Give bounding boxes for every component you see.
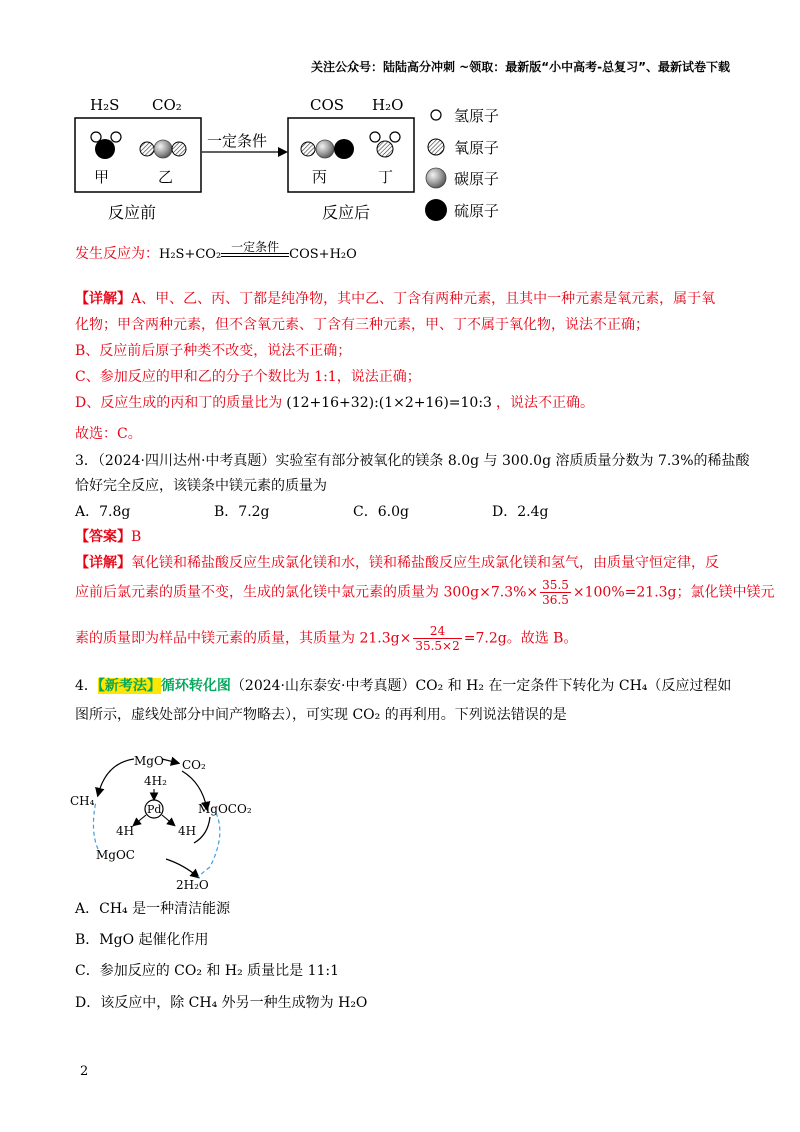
arc-mgo-to-co2 (162, 759, 178, 763)
detail1-answer: 故选：C。 (75, 426, 142, 442)
q4-option-c: C．参加反应的 CO₂ 和 H₂ 质量比是 11:1 (75, 963, 340, 979)
oxygen-atom (301, 142, 315, 156)
cycle-conversion-diagram (70, 755, 290, 895)
hydrogen-atom (370, 132, 380, 142)
legend-sulfur-icon (425, 199, 447, 221)
cycle-4h-right: 4H (178, 824, 197, 838)
cycle-ch4: CH₄ (70, 794, 95, 808)
label-bing: 丙 (312, 168, 328, 186)
reaction-equation (75, 240, 357, 265)
arc-mgoco2-down (194, 817, 210, 843)
label-before: 反应前 (108, 203, 157, 222)
sulfur-atom (334, 139, 354, 159)
q3-detail-line2: 应前后氯元素的质量不变，生成的氯化镁中氯元素的质量为 300g×7.3%× $\frac{35.5}{36.5}$ ×100%=21.3g；氯化镁中镁元 (75, 578, 775, 607)
legend-oxygen: 氧原子 (454, 139, 500, 157)
q3-stem-line2: 恰好完全反应，该镁条中镁元素的质量为 (75, 478, 327, 494)
detail1-line-a2: 化物；甲含两种元素，但不含氧元素、丁含有三种元素，甲、丁不属于氧化物，说法不正确； (75, 317, 649, 333)
fraction-35-5-over-36-5: $\frac{35.5}{36.5}$ (542, 578, 569, 607)
cycle-mgoc: MgOC (96, 848, 135, 862)
detail1-line-b: B、反应前后原子种类不改变，说法不正确； (75, 343, 352, 359)
oxygen-atom (377, 141, 393, 157)
q3-option-a: A．7.8g (75, 504, 131, 520)
q4-type: 循环转化图 (160, 678, 231, 694)
dashed-arc-right (210, 813, 220, 867)
label-h2s: H₂S (90, 96, 120, 114)
carbon-atom (154, 140, 172, 158)
dashed-arc-bottom (198, 867, 210, 877)
carbon-atom (316, 140, 334, 158)
cycle-mgo: MgO (134, 755, 164, 768)
q4-option-d: D．该反应中，除 CH₄ 外另一种生成物为 H₂O (75, 995, 368, 1011)
arrow-pd-to-4h-left (134, 815, 146, 825)
legend-hydrogen-icon (431, 110, 441, 120)
q3-option-d: D．2.4g (492, 504, 549, 520)
cycle-h2o: 2H₂O (176, 878, 209, 892)
label-co2: CO₂ (152, 96, 182, 114)
cycle-4h-left: 4H (116, 824, 135, 838)
page-number: 2 (80, 1064, 89, 1079)
detail1-line-c: C、参加反应的甲和乙的分子个数比为 1:1，说法正确； (75, 369, 421, 385)
oxygen-atom (172, 142, 186, 156)
q4-new-method-tag: 【新考法】 (97, 678, 161, 694)
q4-stem-line1: 4．【新考法】循环转化图（2024·山东泰安·中考真题）CO₂ 和 H₂ 在一定条件下转化为 CH₄（反应过程如 (75, 678, 732, 694)
legend-sulfur: 硫原子 (454, 202, 500, 220)
arrow-head (278, 147, 288, 157)
dashed-arc-left (93, 801, 98, 849)
legend-oxygen-icon (428, 139, 444, 155)
q4-option-a: A．CH₄ 是一种清洁能源 (75, 901, 231, 917)
reaction-right: COS+H₂O (289, 247, 357, 262)
q4-stem-line2: 图所示，虚线处部分中间产物略去），可实现 CO₂ 的再利用。下列说法错误的是 (75, 707, 567, 723)
detail1-line-d: D、反应生成的丙和丁的质量比为 (12+16+32):(1×2+16)=10:3 ，说法不正确。 (75, 395, 594, 411)
label-jia: 甲 (94, 168, 110, 186)
arc-mgoc-to-h2o (166, 859, 198, 877)
reaction-condition: 一定条件 (231, 240, 280, 254)
arc-mgo-to-ch4 (98, 759, 134, 795)
legend-carbon-icon (426, 168, 446, 188)
hydrogen-atom (390, 132, 400, 142)
q4-option-b: B．MgO 起催化作用 (75, 932, 209, 948)
q3-stem-line1: 3．（2024·四川达州·中考真题）实验室有部分被氧化的镁条 8.0g 与 300.0g 溶质质量分数为 7.3%的稀盐酸 (75, 453, 750, 469)
oxygen-atom (140, 142, 154, 156)
label-h2o: H₂O (372, 96, 404, 114)
label-after: 反应后 (322, 203, 371, 222)
q3-option-c: C．6.0g (353, 504, 409, 520)
cycle-pd: Pd (147, 803, 162, 816)
sulfur-atom (95, 139, 115, 159)
q3-detail-line3: 素的质量即为样品中镁元素的质量，其质量为 21.3g× $\frac{24}{35.5\times 2}$ =7.2g。故选 B。 (75, 624, 578, 653)
cycle-mgoco2: MgOCO₂ (198, 802, 252, 816)
q3-option-b: B．7.2g (214, 504, 270, 520)
legend-hydrogen: 氢原子 (454, 107, 500, 125)
page-header: 关注公众号：陆陆高分冲刺 ~领取：最新版“小中高考-总复习”、最新试卷下载 (311, 60, 730, 74)
reaction-condition-arrow (221, 240, 289, 265)
hydrogen-atom (91, 132, 101, 142)
reaction-left: H₂S+CO₂ (159, 247, 222, 262)
label-yi: 乙 (158, 168, 174, 186)
hydrogen-atom (111, 132, 121, 142)
q3-detail-line1: 【详解】氧化镁和稀盐酸反应生成氯化镁和水，镁和稀盐酸反应生成氯化镁和氢气，由质量守恒定律，反 (75, 555, 719, 571)
cycle-4h2: 4H₂ (144, 774, 167, 788)
fraction-24-over-71: $\frac{24}{35.5\times 2}$ (415, 624, 460, 653)
arrow-condition: 一定条件 (207, 132, 268, 150)
label-cos: COS (310, 96, 345, 114)
detail1-line-a1: 【详解】A、甲、乙、丙、丁都是纯净物，其中乙、丁含有两种元素，且其中一种元素是氧元素，属于氧 (75, 291, 716, 307)
reaction-prefix: 发生反应为： (75, 246, 159, 262)
cycle-co2: CO₂ (182, 758, 206, 772)
reaction-particle-diagram (70, 90, 530, 225)
label-ding: 丁 (378, 168, 394, 186)
legend-carbon: 碳原子 (454, 170, 500, 188)
q3-answer: 【答案】B (75, 529, 142, 545)
mass-ratio-math: (12+16+32):(1×2+16)=10:3 (286, 395, 492, 411)
arrow-pd-to-4h-right (162, 815, 174, 825)
